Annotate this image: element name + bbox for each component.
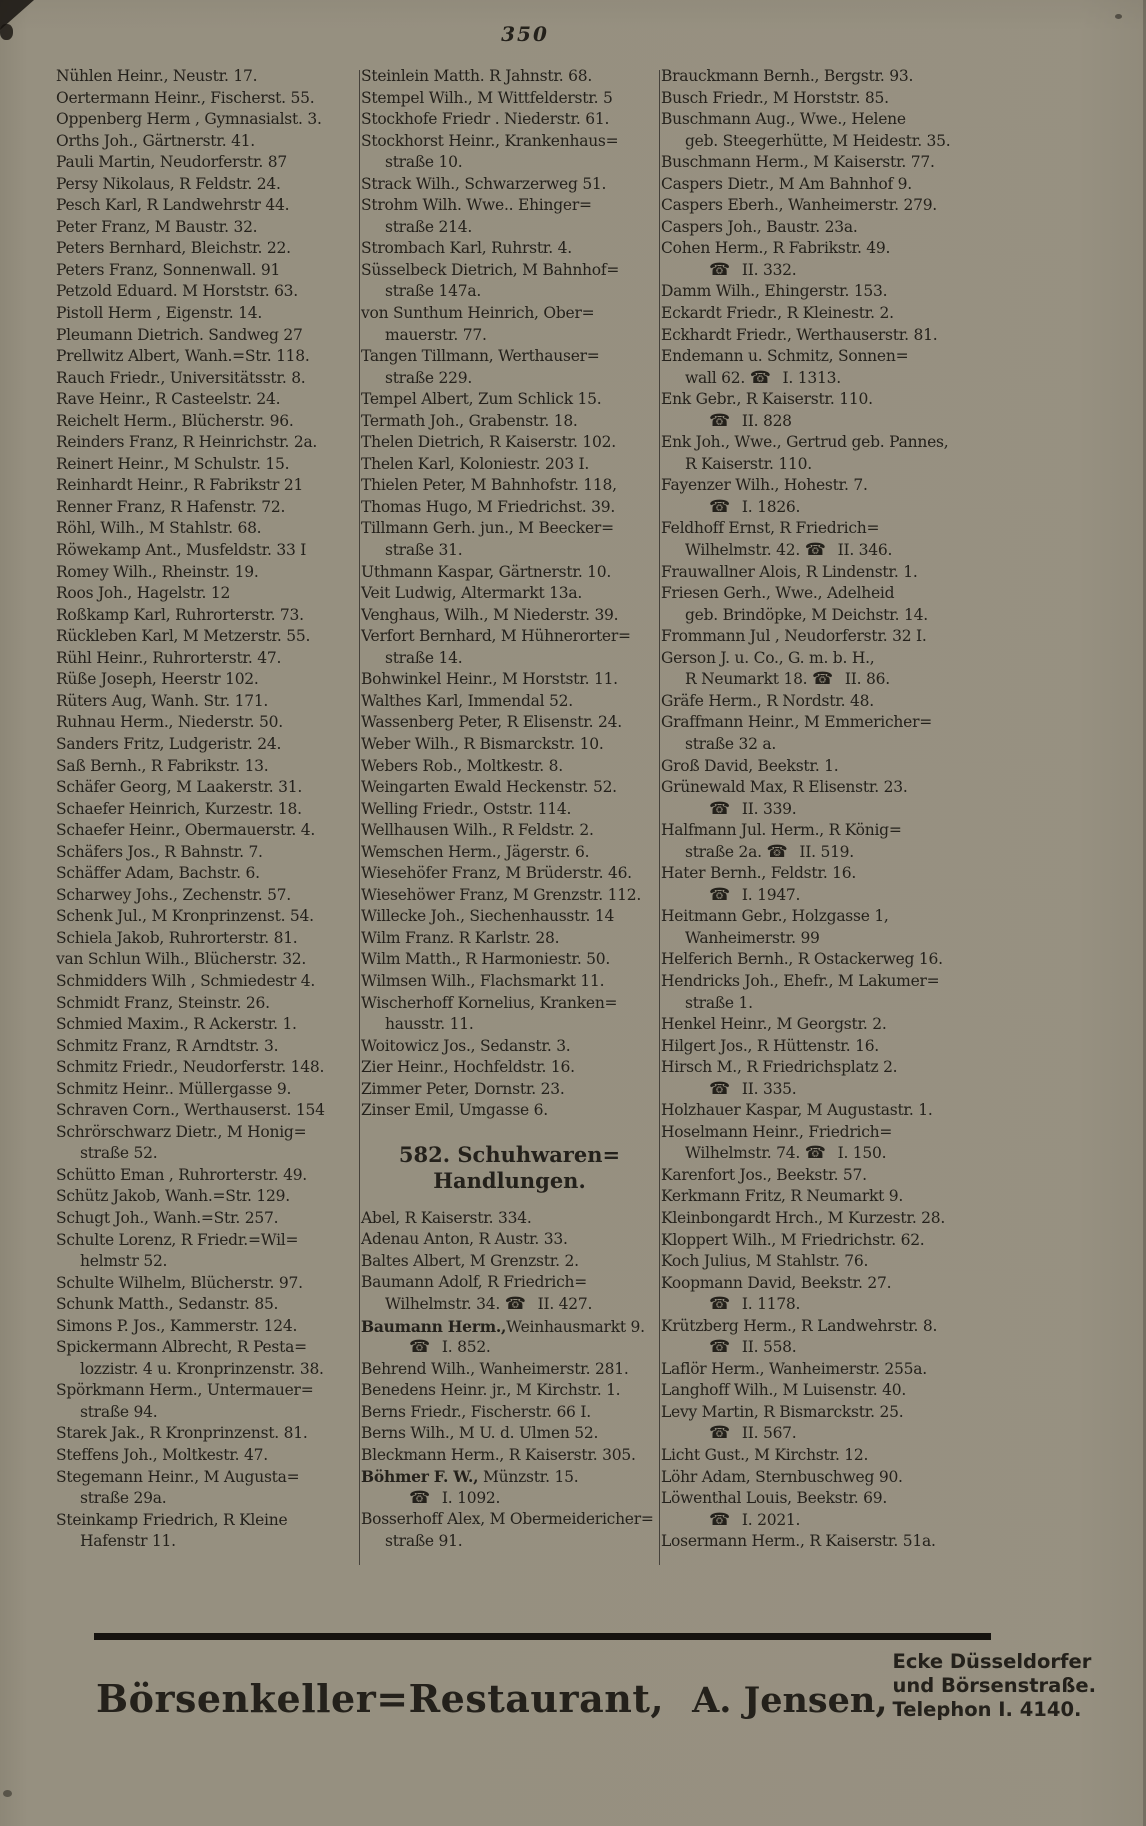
directory-entry: Röhl, Wilh., M Stahlstr. 68. <box>56 519 262 538</box>
directory-entry: Uthmann Kaspar, Gärtnerstr. 10. <box>361 562 612 581</box>
page-number: 350 <box>501 22 549 46</box>
directory-entry: Zier Heinr., Hochfeldstr. 16. <box>361 1058 575 1077</box>
directory-entry: Langhoff Wilh., M Luisenstr. 40. <box>661 1381 907 1400</box>
directory-entry: Strohm Wilh. Wwe.. Ehinger= straße 214. <box>361 196 592 236</box>
scan-artifact <box>1115 14 1122 19</box>
directory-entry: Bohwinkel Heinr., M Horststr. 11. <box>361 670 618 689</box>
directory-entry: Pleumann Dietrich. Sandweg 27 <box>56 325 303 344</box>
directory-entry: Simons P. Jos., Kammerstr. 124. <box>56 1316 298 1335</box>
directory-entry: Pistoll Herm , Eigenstr. 14. <box>56 304 263 323</box>
ad-address-line: und Börsenstraße. <box>892 1674 1096 1697</box>
directory-entry: Reichelt Herm., Blücherstr. 96. <box>56 411 294 430</box>
directory-entry: Eckardt Friedr., R Kleinestr. 2. <box>661 304 894 323</box>
directory-entry: Schmidders Wilh , Schmiedestr 4. <box>56 971 316 990</box>
directory-entry: Brauckmann Bernh., Bergstr. 93. <box>661 67 914 85</box>
telephone-icon: ☎ <box>504 1293 526 1314</box>
directory-entry: Schugt Joh., Wanh.=Str. 257. <box>56 1208 279 1227</box>
directory-entry: Wischerhoff Kornelius, Kranken= hausstr. 11. <box>361 993 618 1034</box>
directory-entry: Persy Nikolaus, R Feldstr. 24. <box>56 174 281 193</box>
telephone-icon: ☎ <box>709 259 731 280</box>
directory-entry: Steinlein Matth. R Jahnstr. 68. <box>361 67 593 85</box>
directory-entry: Prellwitz Albert, Wanh.=Str. 118. <box>56 347 310 366</box>
directory-entry: Baltes Albert, M Grenzstr. 2. <box>361 1251 579 1270</box>
directory-entry: Caspers Dietr., M Am Bahnhof 9. <box>661 174 912 193</box>
telephone-icon: ☎ <box>709 1294 731 1315</box>
directory-entry: Enk Gebr., R Kaiserstr. 110. ☎ II. 828 <box>661 390 873 431</box>
directory-entry: Reinhardt Heinr., R Fabrikstr 21 <box>56 476 304 495</box>
directory-entry: Cohen Herm., R Fabrikstr. 49. ☎ II. 332. <box>661 239 891 280</box>
directory-entry: Rauch Friedr., Universitätsstr. 8. <box>56 368 306 387</box>
directory-entry: Ruhnau Herm., Niederstr. 50. <box>56 713 283 732</box>
ad-address-block <box>893 1650 1096 1730</box>
directory-entry: Bosserhoff Alex, M Obermeidericher= straße 91. <box>361 1510 654 1550</box>
directory-entry: Weber Wilh., R Bismarckstr. 10. <box>361 734 604 753</box>
directory-entry: Gräfe Herm., R Nordstr. 48. <box>661 691 874 710</box>
directory-entry: Schmied Maxim., R Ackerstr. 1. <box>56 1015 297 1034</box>
directory-entry: Steffens Joh., Moltkestr. 47. <box>56 1446 268 1464</box>
directory-entry: Löwenthal Louis, Beekstr. 69. ☎ I. 2021. <box>661 1489 888 1530</box>
directory-entry: Karenfort Jos., Beekstr. 57. <box>661 1165 867 1184</box>
directory-entry: Oertermann Heinr., Fischerst. 55. <box>56 88 315 107</box>
directory-entry: Eckhardt Friedr., Werthauserstr. 81. <box>661 325 938 344</box>
directory-entry: Koopmann David, Beekstr. 27. ☎ I. 1178. <box>661 1273 892 1315</box>
directory-entry: Verfort Bernhard, M Hühnerorter= straße 14. <box>361 627 631 667</box>
directory-entry: von Sunthum Heinrich, Ober= mauerstr. 77. <box>361 304 595 344</box>
directory-entry: Kerkmann Fritz, R Neumarkt 9. <box>661 1187 904 1206</box>
directory-entry: Sanders Fritz, Ludgeristr. 24. <box>56 734 282 753</box>
telephone-icon: ☎ <box>709 410 731 431</box>
ad-phone-line: Telephon I. 4140. <box>892 1698 1082 1721</box>
telephone-icon: ☎ <box>709 1423 731 1444</box>
directory-entry: Laflör Herm., Wanheimerstr. 255a. <box>661 1359 927 1378</box>
directory-entry: Zinser Emil, Umgasse 6. <box>361 1101 548 1120</box>
directory-entry: Levy Martin, R Bismarckstr. 25. ☎ II. 567. <box>661 1402 904 1444</box>
advertisement-rule <box>94 1633 991 1640</box>
directory-entry: Pauli Martin, Neudorferstr. 87 <box>56 153 288 172</box>
directory-entry: Strack Wilh., Schwarzerweg 51. <box>361 174 607 193</box>
directory-entry: Schäfer Georg, M Laakerstr. 31. <box>56 778 303 797</box>
directory-entry: Thomas Hugo, M Friedrichst. 39. <box>361 497 616 516</box>
directory-entry: Stegemann Heinr., M Augusta= straße 29a. <box>56 1467 300 1508</box>
directory-entry: Friesen Gerh., Wwe., Adelheid geb. Brindöpke, M Deichstr. 14. <box>661 584 928 624</box>
directory-entry: Schäfers Jos., R Bahnstr. 7. <box>56 842 263 861</box>
directory-entry: Spörkmann Herm., Untermauer= straße 94. <box>56 1381 314 1421</box>
directory-entry: Hirsch M., R Friedrichsplatz 2. ☎ II. 335. <box>661 1058 898 1099</box>
directory-entry: van Schlun Wilh., Blücherstr. 32. <box>56 950 307 969</box>
directory-entry: Kloppert Wilh., M Friedrichstr. 62. <box>661 1230 925 1249</box>
directory-entry: Wilmsen Wilh., Flachsmarkt 11. <box>361 971 605 990</box>
column-divider <box>359 70 360 1565</box>
directory-entry: Oppenberg Herm , Gymnasialst. 3. <box>56 110 322 129</box>
directory-entry: Thelen Karl, Koloniestr. 203 I. <box>361 454 590 473</box>
directory-entry: Holzhauer Kaspar, M Augustastr. 1. <box>661 1101 933 1120</box>
directory-entry: Grünewald Max, R Elisenstr. 23. ☎ II. 339. <box>661 778 908 819</box>
ad-owner-name: A. Jensen, <box>692 1679 888 1721</box>
directory-entry: Damm Wilh., Ehingerstr. 153. <box>661 282 888 301</box>
telephone-icon: ☎ <box>409 1337 431 1358</box>
directory-entry: Rühl Heinr., Ruhrorterstr. 47. <box>56 648 282 667</box>
directory-entry: Thelen Dietrich, R Kaiserstr. 102. <box>361 433 616 452</box>
directory-entry: Schenk Jul., M Kronprinzenst. 54. <box>56 907 314 926</box>
column-divider <box>659 70 660 1565</box>
directory-entry: Webers Rob., Moltkestr. 8. <box>361 756 563 775</box>
directory-entry: Adenau Anton, R Austr. 33. <box>361 1230 568 1249</box>
directory-entry: Schulte Lorenz, R Friedr.=Wil= helmstr 52. <box>56 1230 299 1271</box>
directory-entry: Abel, R Kaiserstr. 334. <box>361 1208 532 1227</box>
directory-entry: Schrörschwarz Dietr., M Honig= straße 52. <box>56 1122 307 1163</box>
directory-entry: Welling Friedr., Oststr. 114. <box>361 799 572 818</box>
directory-entry: Stempel Wilh., M Wittfelderstr. 5 <box>361 88 613 107</box>
scan-artifact <box>0 24 13 40</box>
directory-entry: Termath Joh., Grabenstr. 18. <box>361 411 578 430</box>
directory-entry: Tangen Tillmann, Werthauser= straße 229. <box>361 347 600 387</box>
directory-entry: Caspers Eberh., Wanheimerstr. 279. <box>661 196 937 215</box>
directory-entry: Willecke Joh., Siechenhausstr. 14 <box>361 907 615 926</box>
directory-entry: Spickermann Albrecht, R Pesta= lozzistr. 4 u. Kronprinzenstr. 38. <box>56 1338 324 1378</box>
directory-entry: Steinkamp Friedrich, R Kleine Hafenstr 11. <box>56 1510 288 1551</box>
directory-entry: Scharwey Johs., Zechenstr. 57. <box>56 885 291 904</box>
directory-entry: Losermann Herm., R Kaiserstr. 51a. <box>661 1532 936 1551</box>
directory-entry: Tempel Albert, Zum Schlick 15. <box>361 390 602 409</box>
directory-entry: Peter Franz, M Baustr. 32. <box>56 217 258 236</box>
directory-entry: Feldhoff Ernst, R Friedrich= Wilhelmstr. 42. ☎ II. 346. <box>661 519 893 561</box>
directory-entry: Romey Wilh., Rheinstr. 19. <box>56 562 259 581</box>
directory-entry: Henkel Heinr., M Georgstr. 2. <box>661 1015 887 1034</box>
ad-restaurant-name: Börsenkeller=Restaurant, <box>96 1676 665 1722</box>
directory-entry: Endemann u. Schmitz, Sonnen= wall 62. ☎ I. 1313. <box>661 347 909 388</box>
directory-entry: Graffmann Heinr., M Emmericher= straße 32 a. <box>661 713 932 753</box>
directory-entry: Peters Franz, Sonnenwall. 91 <box>56 260 281 279</box>
directory-entry: Wassenberg Peter, R Elisenstr. 24. <box>361 713 622 732</box>
directory-entry: Enk Joh., Wwe., Gertrud geb. Pannes, R Kaiserstr. 110. <box>661 433 949 473</box>
directory-entry: Schmitz Friedr., Neudorferstr. 148. <box>56 1058 325 1077</box>
directory-entry: Petzold Eduard. M Horststr. 63. <box>56 282 298 301</box>
directory-entry: Reinert Heinr., M Schulstr. 15. <box>56 454 290 473</box>
directory-entry: Benedens Heinr. jr., M Kirchstr. 1. <box>361 1381 621 1400</box>
directory-entry: Tillmann Gerh. jun., M Beecker= straße 31. <box>361 519 614 560</box>
directory-entry: Peters Bernhard, Bleichstr. 22. <box>56 239 291 258</box>
directory-entry: Helferich Bernh., R Ostackerweg 16. <box>661 950 943 969</box>
directory-entry: Hoselmann Heinr., Friedrich= Wilhelmstr. 74. ☎ I. 150. <box>661 1122 893 1164</box>
directory-entry: Wiesehöfer Franz, M Brüderstr. 46. <box>361 864 632 883</box>
directory-entry: Buschmann Herm., M Kaiserstr. 77. <box>661 153 935 172</box>
telephone-icon: ☎ <box>409 1487 431 1508</box>
directory-entry: Roßkamp Karl, Ruhrorterstr. 73. <box>56 605 304 624</box>
directory-entry: Buschmann Aug., Wwe., Helene geb. Steegerhütte, M Heidestr. 35. <box>661 110 951 150</box>
directory-entry: Caspers Joh., Baustr. 23a. <box>661 217 858 236</box>
directory-entry: Pesch Karl, R Landwehrstr 44. <box>56 196 290 215</box>
directory-column-1 <box>56 66 358 1565</box>
directory-entry: Schulte Wilhelm, Blücherstr. 97. <box>56 1273 303 1292</box>
directory-entry: Nühlen Heinr., Neustr. 17. <box>56 67 258 85</box>
directory-entry: Hendricks Joh., Ehefr., M Lakumer= straße 1. <box>661 971 940 1012</box>
advertisement <box>96 1650 1096 1730</box>
directory-entry: Schaefer Heinrich, Kurzestr. 18. <box>56 799 302 818</box>
directory-entry: Saß Bernh., R Fabrikstr. 13. <box>56 756 269 775</box>
entry-bold-name: Baumann Herm., <box>361 1316 507 1336</box>
directory-column-3 <box>661 66 999 1565</box>
directory-entry: Schütto Eman , Ruhrorterstr. 49. <box>56 1165 307 1184</box>
directory-entry: Orths Joh., Gärtnerstr. 41. <box>56 131 255 150</box>
directory-entry: Schaefer Heinr., Obermauerstr. 4. <box>56 821 316 840</box>
directory-entry: Wiesehöwer Franz, M Grenzstr. 112. <box>361 885 642 904</box>
directory-entry: Bleckmann Herm., R Kaiserstr. 305. <box>361 1445 636 1464</box>
directory-entry: Busch Friedr., M Horststr. 85. <box>661 88 889 107</box>
directory-entry: Halfmann Jul. Herm., R König= straße 2a. ☎ II. 519. <box>661 821 902 862</box>
ad-address-line: Ecke Düsseldorfer <box>892 1650 1092 1673</box>
directory-entry: Krützberg Herm., R Landwehrstr. 8. ☎ II. 558. <box>661 1316 938 1358</box>
directory-entry: Veit Ludwig, Altermarkt 13a. <box>361 584 583 603</box>
directory-entry: Venghaus, Wilh., M Niederstr. 39. <box>361 605 619 624</box>
directory-entry: Schiela Jakob, Ruhrorterstr. 81. <box>56 928 298 947</box>
directory-entry: Berns Wilh., M U. d. Ulmen 52. <box>361 1424 599 1443</box>
directory-entry: Thielen Peter, M Bahnhofstr. 118, <box>361 476 617 495</box>
telephone-icon: ☎ <box>804 1143 826 1164</box>
directory-entry: Starek Jak., R Kronprinzenst. 81. <box>56 1424 308 1443</box>
telephone-icon: ☎ <box>709 798 731 819</box>
telephone-icon: ☎ <box>709 884 731 905</box>
directory-columns <box>56 66 999 1565</box>
directory-entry: Gerson J. u. Co., G. m. b. H., R Neumarkt 18. ☎ II. 86. <box>661 648 890 690</box>
directory-entry: Fayenzer Wilh., Hohestr. 7. ☎ I. 1826. <box>661 476 868 517</box>
directory-entry: Baumann Herm.,Weinhausmarkt 9. ☎ I. 852. <box>361 1316 645 1358</box>
directory-entry: Renner Franz, R Hafenstr. 72. <box>56 497 286 516</box>
directory-entry: Süsselbeck Dietrich, M Bahnhof= straße 147a. <box>361 260 620 301</box>
telephone-icon: ☎ <box>749 367 771 388</box>
directory-entry: Stockhofe Friedr . Niederstr. 61. <box>361 110 610 129</box>
scan-artifact <box>3 1790 12 1797</box>
directory-column-2 <box>361 66 658 1565</box>
directory-entry: Wellhausen Wilh., R Feldstr. 2. <box>361 821 594 840</box>
directory-entry: Walthes Karl, Immendal 52. <box>361 691 573 710</box>
telephone-icon: ☎ <box>804 540 826 561</box>
telephone-icon: ☎ <box>709 1337 731 1358</box>
telephone-icon: ☎ <box>709 1078 731 1099</box>
section-heading: 582. Schuhwaren= Handlungen. <box>398 1141 621 1193</box>
directory-entry: Rüters Aug, Wanh. Str. 171. <box>56 691 269 710</box>
directory-entry: Schmitz Heinr.. Müllergasse 9. <box>56 1079 292 1098</box>
directory-entry: Hater Bernh., Feldstr. 16. ☎ I. 1947. <box>661 864 857 905</box>
directory-entry: Schütz Jakob, Wanh.=Str. 129. <box>56 1187 290 1206</box>
directory-entry: Rüße Joseph, Heerstr 102. <box>56 670 259 689</box>
directory-entry: Kleinbongardt Hrch., M Kurzestr. 28. <box>661 1208 946 1227</box>
directory-entry: Behrend Wilh., Wanheimerstr. 281. <box>361 1359 629 1378</box>
directory-entry: Wemschen Herm., Jägerstr. 6. <box>361 842 590 861</box>
directory-entry: Reinders Franz, R Heinrichstr. 2a. <box>56 433 318 452</box>
directory-entry: Wilm Matth., R Harmoniestr. 50. <box>361 950 611 969</box>
directory-entry: Löhr Adam, Sternbuschweg 90. <box>661 1467 903 1486</box>
directory-entry: Strombach Karl, Ruhrstr. 4. <box>361 239 572 258</box>
directory-entry: Heitmann Gebr., Holzgasse 1, Wanheimerstr. 99 <box>661 907 889 947</box>
directory-entry: Koch Julius, M Stahlstr. 76. <box>661 1252 869 1271</box>
directory-entry: Weingarten Ewald Heckenstr. 52. <box>361 778 617 797</box>
directory-entry: Schunk Matth., Sedanstr. 85. <box>56 1295 279 1314</box>
directory-entry: Schmitz Franz, R Arndtstr. 3. <box>56 1036 279 1055</box>
telephone-icon: ☎ <box>709 496 731 517</box>
directory-entry: Schäffer Adam, Bachstr. 6. <box>56 864 260 883</box>
directory-entry: Zimmer Peter, Dornstr. 23. <box>361 1079 565 1098</box>
directory-entry: Frommann Jul , Neudorferstr. 32 I. <box>661 627 927 646</box>
directory-entry: Baumann Adolf, R Friedrich= Wilhelmstr. 34. ☎ II. 427. <box>361 1273 593 1314</box>
directory-entry: Hilgert Jos., R Hüttenstr. 16. <box>661 1036 879 1055</box>
telephone-icon: ☎ <box>812 669 834 690</box>
directory-entry: Böhmer F. W., Münzstr. 15. ☎ I. 1092. <box>361 1467 579 1508</box>
directory-entry: Rückleben Karl, M Metzerstr. 55. <box>56 627 311 646</box>
directory-entry: Frauwallner Alois, R Lindenstr. 1. <box>661 562 918 581</box>
directory-entry: Stockhorst Heinr., Krankenhaus= straße 10. <box>361 131 619 172</box>
directory-entry: Licht Gust., M Kirchstr. 12. <box>661 1446 869 1464</box>
directory-entry: Röwekamp Ant., Musfeldstr. 33 I <box>56 541 307 560</box>
directory-entry: Wilm Franz. R Karlstr. 28. <box>361 928 560 947</box>
directory-entry: Berns Friedr., Fischerstr. 66 I. <box>361 1402 591 1421</box>
directory-entry: Roos Joh., Hagelstr. 12 <box>56 584 231 603</box>
telephone-icon: ☎ <box>709 1509 731 1530</box>
directory-entry: Groß David, Beekstr. 1. <box>661 756 839 775</box>
directory-entry: Rave Heinr., R Casteelstr. 24. <box>56 390 281 409</box>
telephone-icon: ☎ <box>766 841 788 862</box>
entry-bold-name: Böhmer F. W., <box>361 1467 479 1487</box>
directory-entry: Schraven Corn., Werthauserst. 154 <box>56 1101 325 1120</box>
directory-entry: Schmidt Franz, Steinstr. 26. <box>56 993 270 1012</box>
directory-entry: Woitowicz Jos., Sedanstr. 3. <box>361 1036 571 1055</box>
